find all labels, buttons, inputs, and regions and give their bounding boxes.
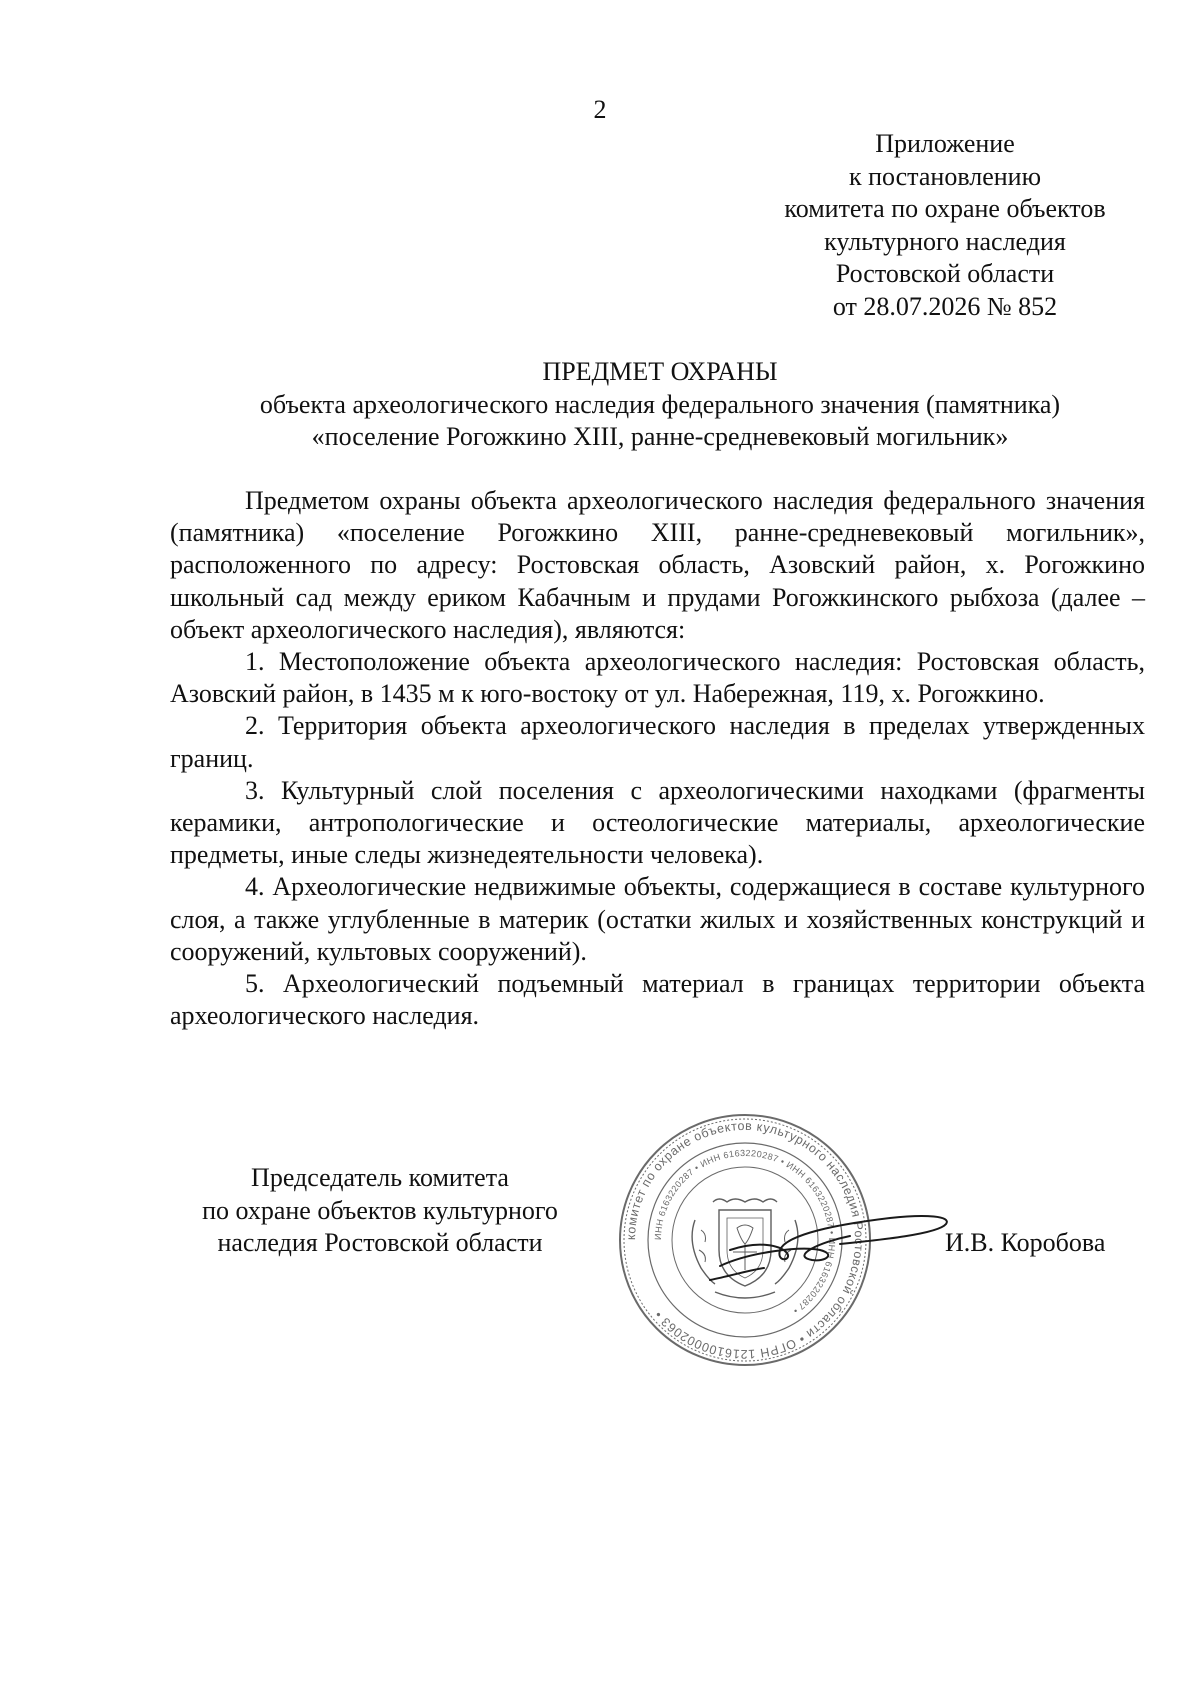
signatory-title-line: по охране объектов культурного (202, 1195, 558, 1225)
list-item: 3. Культурный слой поселения с археологическими находками (фрагменты керамики, антропологические и остеологические материалы, археологические предметы, иные следы жизнедеятельности человека). (170, 775, 1145, 870)
list-item: 1. Местоположение объекта археологического наследия: Ростовская область, Азовский район, в 1435 м к юго-востоку от ул. Набережная, 119, х. Рогожкино. (170, 647, 1145, 709)
list-item: 2. Территория объекта археологического наследия в пределах утвержденных границ. (170, 711, 1145, 773)
signatory-title-line: наследия Ростовской области (217, 1228, 543, 1258)
seal-outer-text: комитет по охране объектов культурного наследия Ростовской области • ОГРН 1216100002063 • (623, 1118, 867, 1362)
appendix-block (745, 128, 1145, 324)
seal-inner-text: ИНН 6163220287 • ИНН 6163220287 • ИНН 6163220287 • ИНН 6163220287 • (652, 1147, 838, 1317)
appendix-line: Приложение (875, 129, 1015, 158)
appendix-line: от 28.07.2026 № 852 (832, 291, 1058, 321)
document-subtitle-line: «поселение Рогожкино XIII, ранне-средневековый могильник» (311, 422, 1009, 452)
list-item: 5. Археологический подъемный материал в границах территории объекта археологического наследия. (170, 969, 1145, 1031)
intro-paragraph: Предметом охраны объекта археологического наследия федерального значения (памятника) «поселение Рогожкино XIII, ранне-средневековый могильник», расположенного по адресу: Ростовская область, Азовский район, х. Рогожкино школьный сад между ериком Кабачным и прудами Рогожкинского рыбхоза (далее – объект археологического наследия), являются: (170, 486, 1145, 644)
appendix-line: к постановлению (848, 161, 1042, 191)
document-subtitle-line: объекта археологического наследия федерального значения (памятника) (259, 389, 1061, 419)
document-title-block (170, 356, 1150, 454)
handwritten-signature (690, 1180, 960, 1310)
list-item: 4. Археологические недвижимые объекты, содержащиеся в составе культурного слоя, а также углубленные в материк (остатки жилых и хозяйственных конструкций и сооружений, культовых сооружений). (170, 872, 1145, 966)
signatory-title (170, 1162, 590, 1260)
signatory-title-line: Председатель комитета (251, 1163, 509, 1192)
appendix-line: культурного наследия (824, 226, 1066, 256)
document-heading: ПРЕДМЕТ ОХРАНЫ (542, 357, 778, 386)
appendix-line: Ростовской области (835, 259, 1055, 289)
appendix-line: комитета по охране объектов (784, 194, 1106, 224)
signatory-name: И.В. Коробова (945, 1228, 1106, 1257)
page-number: 2 (593, 95, 607, 124)
document-body (170, 485, 1145, 1032)
